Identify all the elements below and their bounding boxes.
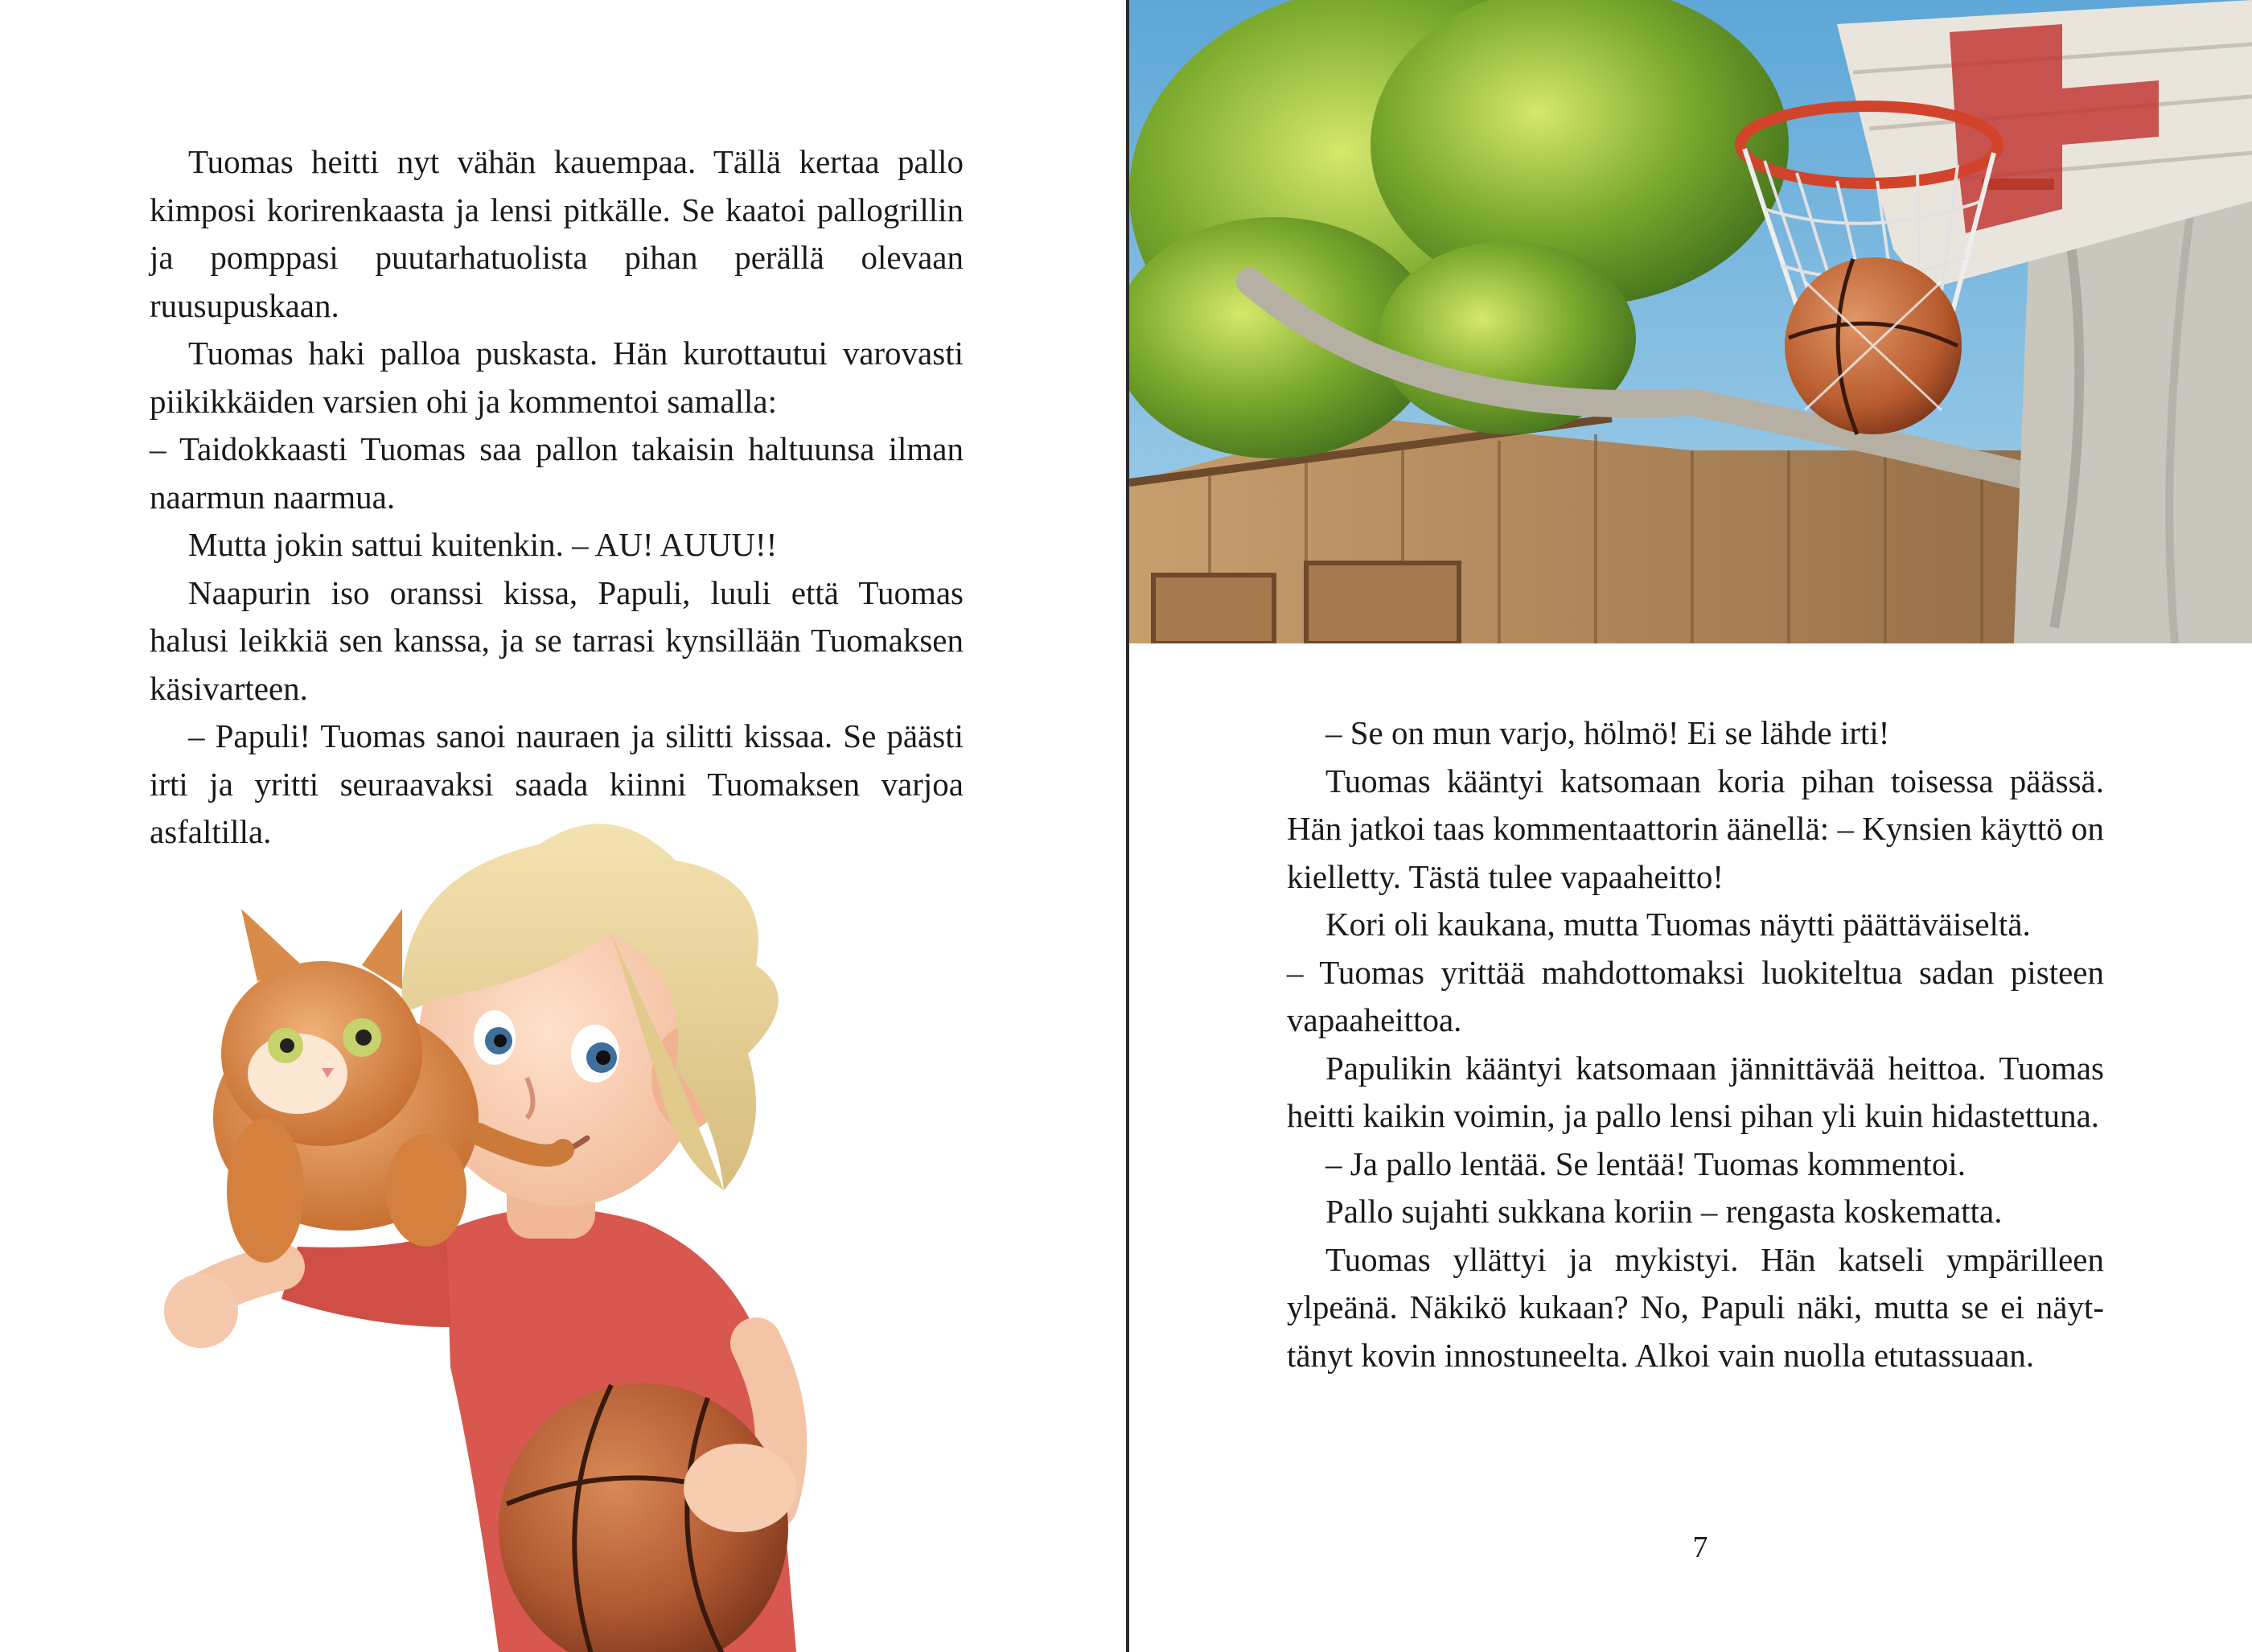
paragraph: Tuomas haki palloa puskasta. Hän kurottautui varovasti piikikkäiden varsien ohi ja kommentoi samalla: bbox=[150, 335, 964, 420]
paragraph: – Se on mun varjo, hölmö! Ei se lähde irti! bbox=[1325, 714, 1890, 751]
boy-with-cat-illustration bbox=[161, 812, 965, 1652]
paragraph: – Tuomas yrittää mahdottomaksi luokiteltua sadan pisteen vapaaheittoa. bbox=[1287, 953, 2104, 1038]
paragraph: Naapurin iso oranssi kissa, Papuli, luuli että Tuomas halusi leikkiä sen kanssa, ja se tarrasi kynsillään Tuomaksen käsivarteen. bbox=[150, 573, 964, 707]
paragraph: Tuomas heitti nyt vähän kauempaa. Tällä kertaa pallo kimposi korirenkaasta ja lensi pitkälle. Se kaatoi pallogrillin ja pomppasi puutarhatuolista pihan perällä olevaan ruusupuskaan. bbox=[150, 143, 964, 324]
paragraph: Mutta jokin sattui kuitenkin. – AU! AUUU!! bbox=[188, 526, 778, 563]
paragraph: Pallo sujahti sukkana koriin – rengasta koskematta. bbox=[1325, 1193, 2003, 1230]
paragraph: Kori oli kaukana, mutta Tuomas näytti päättäväiseltä. bbox=[1325, 906, 2031, 943]
paragraph: – Taidokkaasti Tuomas saa pallon takaisin haltuunsa ilman naarmun naarmua. bbox=[150, 430, 964, 516]
paragraph: – Ja pallo lentää. Se lentää! Tuomas kommentoi. bbox=[1325, 1144, 1966, 1182]
right-page bbox=[1129, 0, 2252, 1652]
page-number-label: 7 bbox=[1692, 1531, 1708, 1564]
paragraph: Tuomas yllättyi ja mykistyi. Hän katseli ympärilleen ylpeänä. Näkikö kukaan? No, Papuli näki, mutta se ei näyttänyt kovin innostuneelta. Alkoi vain nuolla etutassuaan. bbox=[1287, 1240, 2104, 1374]
paragraph: Tuomas kääntyi katsomaan koria pihan toisessa päässä. Hän jatkoi taas kommentaattorin äänellä: – Kynsien käyttö on kielletty. Tästä tulee vapaaheitto! bbox=[1287, 762, 2104, 895]
paragraph: – Papuli! Tuomas sanoi nauraen ja silitti kissaa. Se päästi irti ja yritti seuraavaksi saada kiinni Tuomaksen varjoa asfaltilla. bbox=[150, 717, 964, 850]
right-page-text bbox=[1287, 709, 2104, 1379]
left-page-text bbox=[150, 138, 964, 857]
paragraph: Papulikin kääntyi katsomaan jännittävää heittoa. Tuomas heitti kaikin voimin, ja pallo lensi pihan yli kuin hidastettuna. bbox=[1287, 1049, 2104, 1134]
basketball-hoop-illustration bbox=[1129, 0, 2252, 643]
